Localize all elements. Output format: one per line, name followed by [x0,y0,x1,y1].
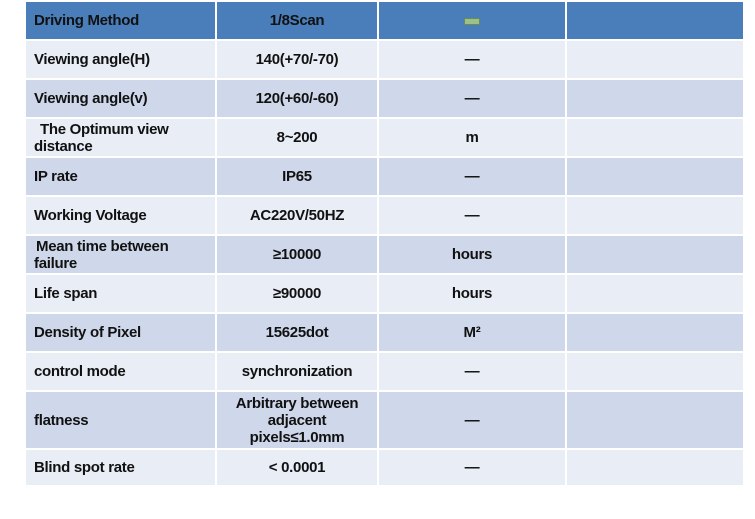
table-row [25,352,744,391]
table-row [25,40,744,79]
extra-cell [566,40,744,79]
param-cell: Density of Pixel [25,313,216,352]
param-cell: Driving Method [25,1,216,40]
table-row [25,313,744,352]
extra-cell [566,157,744,196]
value-cell: 140(+70/-70) [216,40,378,79]
value-cell: ≥90000 [216,274,378,313]
param-line: Mean time between [36,237,169,255]
value-line: Arbitrary between [235,394,359,412]
extra-cell [566,196,744,235]
unit-cell: hours [378,274,566,313]
extra-cell [566,79,744,118]
value-line: adjacent [267,411,327,429]
table-row [25,274,744,313]
value-cell [216,391,378,449]
param-cell: Life span [25,274,216,313]
extra-cell [566,235,744,274]
unit-cell: — [378,391,566,449]
param-cell: Viewing angle(v) [25,79,216,118]
table-row [25,235,744,274]
value-line: pixels≤1.0mm [249,428,345,446]
unit-cell: — [378,449,566,486]
param-cell [25,118,216,157]
param-cell: Working Voltage [25,196,216,235]
extra-cell [566,118,744,157]
unit-cell [378,1,566,40]
param-cell: Blind spot rate [25,449,216,486]
param-line: distance [34,137,93,155]
param-cell: control mode [25,352,216,391]
unit-cell: — [378,79,566,118]
extra-cell [566,274,744,313]
table-row [25,1,744,40]
table-row [25,196,744,235]
unit-cell: — [378,352,566,391]
param-cell [25,235,216,274]
extra-cell [566,391,744,449]
table-row [25,391,744,449]
table-row [25,118,744,157]
extra-cell [566,449,744,486]
extra-cell [566,313,744,352]
value-cell: ≥10000 [216,235,378,274]
unit-cell: — [378,40,566,79]
value-cell: synchronization [216,352,378,391]
param-cell: Viewing angle(H) [25,40,216,79]
unit-cell: hours [378,235,566,274]
extra-cell [566,352,744,391]
table-row [25,449,744,486]
value-cell: < 0.0001 [216,449,378,486]
param-cell: flatness [25,391,216,449]
dash-mark-icon [464,18,480,25]
value-cell: 1/8Scan [216,1,378,40]
value-cell: 15625dot [216,313,378,352]
unit-cell: — [378,157,566,196]
extra-cell [566,1,744,40]
unit-cell: M² [378,313,566,352]
unit-cell: m [378,118,566,157]
value-cell: 120(+60/-60) [216,79,378,118]
param-cell: IP rate [25,157,216,196]
table-row [25,157,744,196]
unit-cell: — [378,196,566,235]
value-cell: IP65 [216,157,378,196]
table-row [25,79,744,118]
value-cell: 8~200 [216,118,378,157]
spec-table [24,0,745,487]
value-cell: AC220V/50HZ [216,196,378,235]
param-line: failure [34,254,77,272]
param-line: The Optimum view [40,120,169,138]
